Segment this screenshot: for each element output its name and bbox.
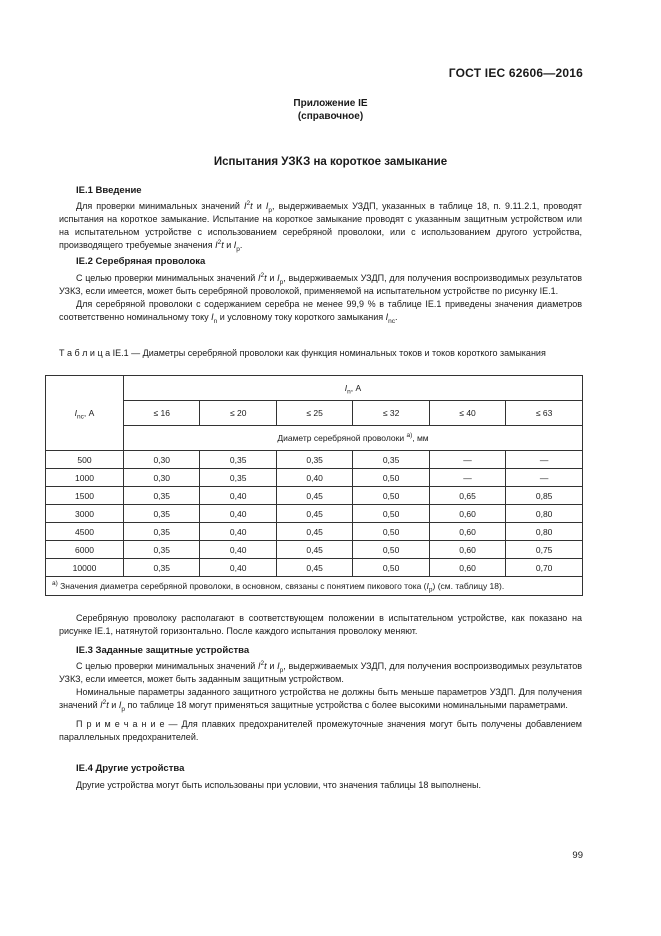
table-row [46,559,583,577]
in-value-cell: ≤ 16 [124,401,200,426]
diameter-cell: 0,50 [353,523,429,541]
diameter-cell: 0,60 [429,505,505,523]
standard-header: ГОСТ IEC 62606—2016 [448,66,583,80]
in-value-cell: ≤ 20 [200,401,276,426]
diameter-cell: 0,60 [429,559,505,577]
diameter-cell: — [429,451,505,469]
diameter-cell: 0,75 [506,541,583,559]
table-footnote: $^{а)}$ Значения диаметра серебряной проволоки, в основном, связаны с понятием пикового тока $(I_p)$ (см. таблицу 18). [46,577,583,596]
in-value-cell: ≤ 32 [353,401,429,426]
table-row [46,451,583,469]
table-row [46,541,583,559]
paragraph: Другие устройства могут быть использованы при условии, что значения таблицы 18 выполнены. [76,780,481,790]
diameter-cell: 0,40 [200,523,276,541]
diameter-header-cell: Диаметр серебряной проволоки $^{а)}$, мм [124,426,583,451]
in-values-row [46,401,583,426]
table-caption: Т а б л и ц а IE.1 — Диаметры серебряной проволоки как функция номинальных токов и токов короткого замыкания [59,348,546,358]
paragraph: Серебряную проволоку располагают в соответствующем положении в испытательном устройстве, как показано на рисунке IE.1, натянутой горизонтально. После каждого испытания проволоку меняют. [59,613,582,636]
inc-cell: 3000 [46,505,124,523]
diameter-cell: 0,80 [506,505,583,523]
inc-cell: 1500 [46,487,124,505]
in-value-cell: ≤ 63 [506,401,583,426]
diameter-cell: 0,45 [276,505,352,523]
diameter-cell: 0,45 [276,541,352,559]
diameter-cell: 0,35 [124,505,200,523]
paragraph: Номинальные параметры заданного защитного устройства не должны быть меньше параметров УЗДП. Для получения значений $I^2t$ и $I_p$ по таблице 18 могут применяться защитные устройства с более высокими номинальными параметрами. [59,687,582,713]
diameter-cell: 0,35 [124,541,200,559]
section-ie4-text [59,779,582,792]
diameter-cell: 0,50 [353,487,429,505]
section-heading-ie2: IE.2 Серебряная проволока [76,256,206,267]
diameter-cell: 0,50 [353,469,429,487]
after-table-text [59,612,582,638]
diameter-cell: 0,85 [506,487,583,505]
diameter-cell: — [429,469,505,487]
diameter-cell: 0,65 [429,487,505,505]
table-row [46,469,583,487]
diameter-cell: 0,40 [276,469,352,487]
inc-cell: 4500 [46,523,124,541]
in-value-cell: ≤ 25 [276,401,352,426]
diameter-cell: 0,60 [429,523,505,541]
table-row [46,523,583,541]
diameter-cell: 0,80 [506,523,583,541]
in-value-cell: ≤ 40 [429,401,505,426]
note-paragraph: П р и м е ч а н и е — Для плавких предохранителей промежуточные значения могут быть получены добавлением параллельных предохранителей. [59,719,582,742]
diameter-cell: 0,50 [353,541,429,559]
diameter-table [45,375,583,596]
diameter-cell: 0,35 [124,559,200,577]
diameter-cell: 0,45 [276,487,352,505]
section-heading-ie4: IE.4 Другие устройства [76,763,185,774]
inc-cell: 1000 [46,469,124,487]
appendix-title-block [0,97,661,123]
paragraph: Для серебряной проволоки с содержанием серебра не менее 99,9 % в таблице IE.1 приведены значения диаметров соответственно номинальному току $I_n$ и условному току короткого замыкания $I_{nc}$. [59,299,582,325]
diameter-cell: 0,35 [200,469,276,487]
paragraph: С целью проверки минимальных значений $I^2t$ и $I_p$, выдерживаемых УЗДП, для получения воспроизводимых результатов УЗКЗ, если имеется, может быть заданным защитным устройством. [59,660,583,684]
inc-header-cell: $I_{nc}$, А [46,376,124,451]
diameter-cell: — [506,451,583,469]
section-ie2-text [59,272,582,324]
diameter-cell: 0,35 [124,523,200,541]
inc-cell: 10000 [46,559,124,577]
section-heading-ie1: IE.1 Введение [76,185,142,196]
inc-cell: 6000 [46,541,124,559]
diameter-cell: 0,50 [353,505,429,523]
table-row [46,505,583,523]
diameter-cell: 0,45 [276,559,352,577]
diameter-cell: 0,50 [353,559,429,577]
diameter-cell: 0,35 [124,487,200,505]
inc-cell: 500 [46,451,124,469]
in-header-cell: $I_n$, А [124,376,583,401]
diameter-cell: 0,40 [200,487,276,505]
appendix-note: (справочное) [297,111,364,122]
diameter-cell: 0,40 [200,505,276,523]
section-heading-ie3: IE.3 Заданные защитные устройства [76,645,250,656]
table-row [46,487,583,505]
diameter-cell: 0,35 [200,451,276,469]
page-number: 99 [572,850,583,861]
section-ie1-text [59,200,582,252]
diameter-cell: 0,35 [276,451,352,469]
diameter-cell: 0,60 [429,541,505,559]
diameter-cell: 0,40 [200,559,276,577]
diameter-cell: 0,30 [124,451,200,469]
diameter-cell: 0,35 [353,451,429,469]
diameter-cell: 0,45 [276,523,352,541]
diameter-cell: 0,40 [200,541,276,559]
diameter-cell: — [506,469,583,487]
diameter-cell: 0,30 [124,469,200,487]
section-ie3-text [59,660,582,744]
main-title: Испытания УЗКЗ на короткое замыкание [213,156,448,168]
diameter-cell: 0,70 [506,559,583,577]
paragraph: Для проверки минимальных значений $I^2t$ и $I_p$, выдерживаемых УЗДП, указанных в таблице 18, п. 9.11.2.1, проводят испытания на короткое замыкание. Испытание на короткое замыкание проводят с указанным защитным устройством или на испытательном устройстве с использованием серебряной проволоки, или с использованием другого устройства, производящего требуемые значения $I^2t$ и $I_p$. [59,200,583,253]
appendix-title: Приложение IE [293,98,368,109]
paragraph: С целью проверки минимальных значений $I^2t$ и $I_p$, выдерживаемых УЗДП, для получения воспроизводимых результатов УЗКЗ, если имеется, может быть серебряной проволокой, применяемой на испытательном устройстве по рисунку IE.1. [59,272,583,296]
